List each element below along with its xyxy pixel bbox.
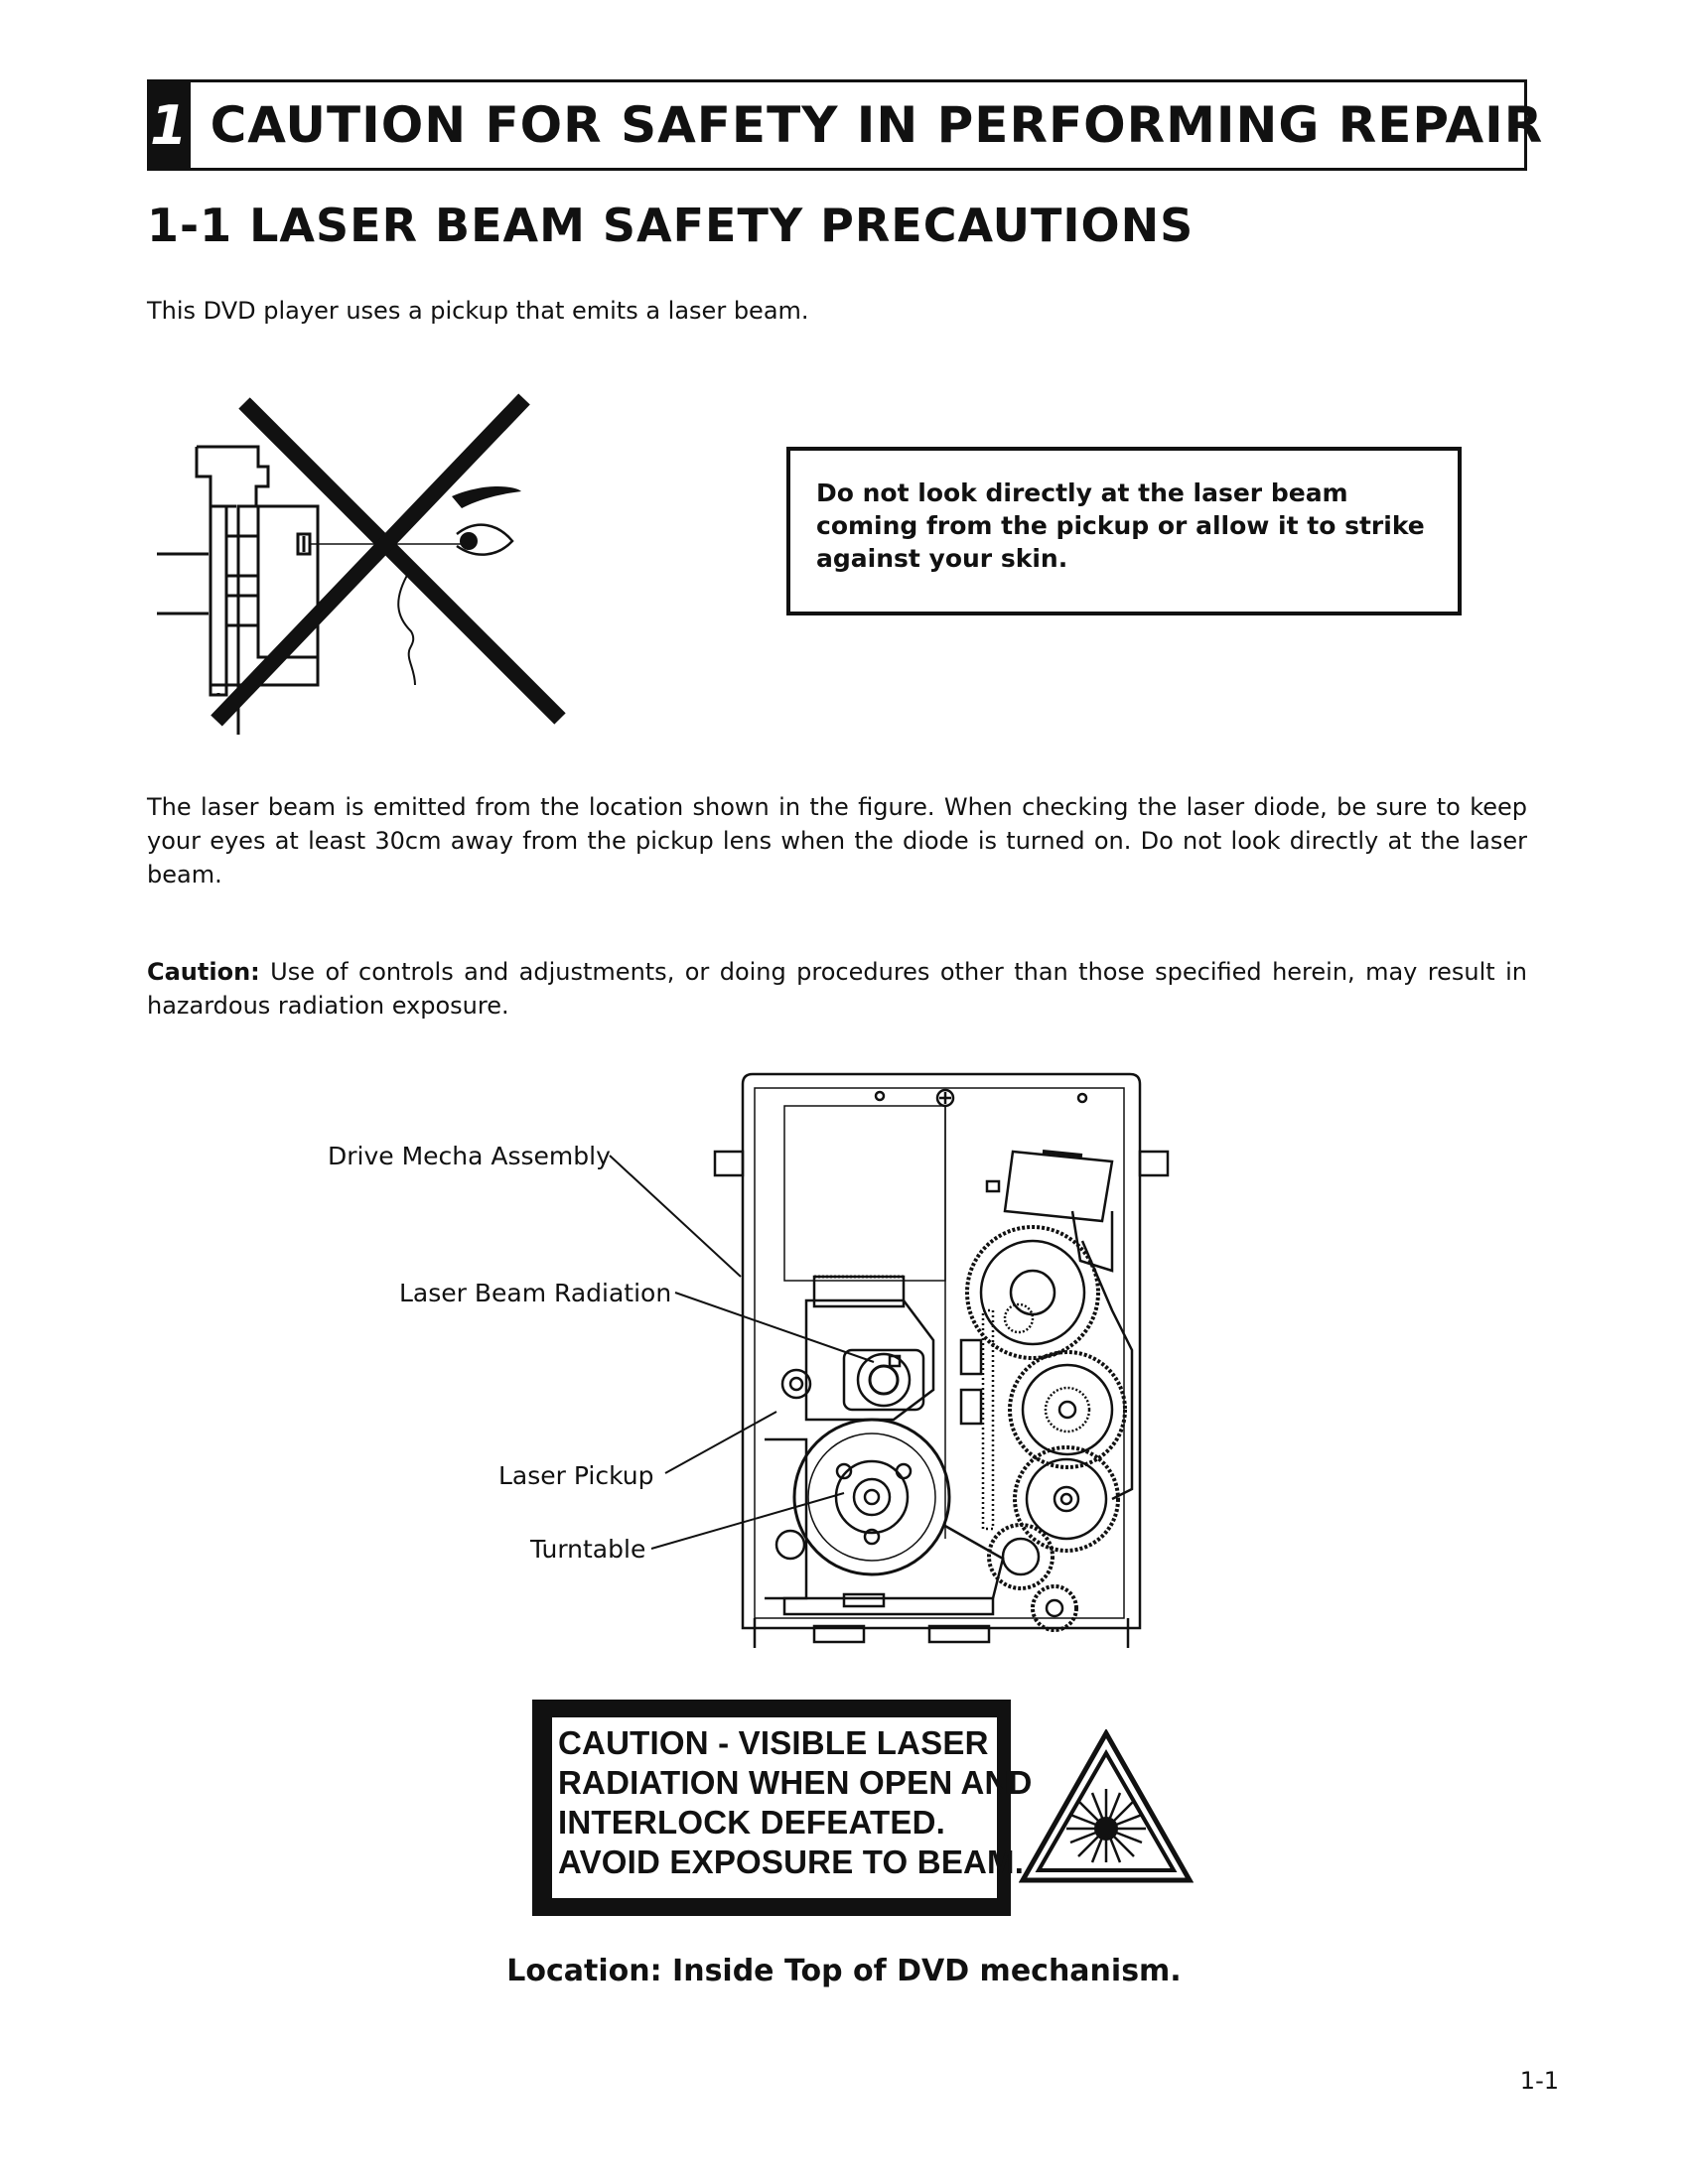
laser-caution-line: AVOID EXPOSURE TO BEAM.: [558, 1843, 1025, 1880]
label-turntable: Turntable: [530, 1535, 646, 1564]
label-laser-beam-radiation: Laser Beam Radiation: [399, 1279, 672, 1307]
laser-caution-label: [532, 1700, 1033, 1916]
laser-hazard-icon: [1019, 1729, 1194, 1884]
location-caption: Location: Inside Top of DVD mechanism.: [506, 1954, 1182, 1988]
body-text: The laser beam is emitted from the location shown in the figure. When checking the laser diode, be sure to keep your eyes at least 30cm away from the pickup lens when the diode is turned on. Do not look directly at the laser beam.: [147, 793, 1527, 888]
laser-caution-line: INTERLOCK DEFEATED.: [558, 1804, 946, 1841]
caution-text: Use of controls and adjustments, or doing procedures other than those specified herein, may result in hazardous radiation exposure.: [147, 958, 1527, 1020]
section-title: 1-1 LASER BEAM SAFETY PRECAUTIONS: [147, 199, 1195, 252]
caution-paragraph: [147, 955, 1527, 1023]
laser-caution-line: RADIATION WHEN OPEN AND: [558, 1764, 1033, 1801]
laser-caution-text: [552, 1717, 1033, 1898]
caution-label: Caution:: [147, 958, 260, 986]
chapter-title: CAUTION FOR SAFETY IN PERFORMING REPAIR: [210, 96, 1544, 154]
laser-caution-line: CAUTION - VISIBLE LASER: [558, 1724, 989, 1761]
page-number: 1-1: [1519, 2067, 1559, 2095]
label-laser-pickup: Laser Pickup: [498, 1461, 654, 1490]
chapter-number: 1: [150, 82, 188, 168]
label-drive-mecha: Drive Mecha Assembly: [328, 1142, 611, 1170]
laser-warning-box: Do not look directly at the laser beam coming from the pickup or allow it to strike against your skin.: [786, 447, 1462, 615]
chapter-header: [147, 79, 1544, 171]
eye-warning-figure: [149, 387, 596, 735]
diagram-leader-lines: [596, 1132, 914, 1569]
intro-text: This DVD player uses a pickup that emits a laser beam.: [147, 297, 809, 325]
